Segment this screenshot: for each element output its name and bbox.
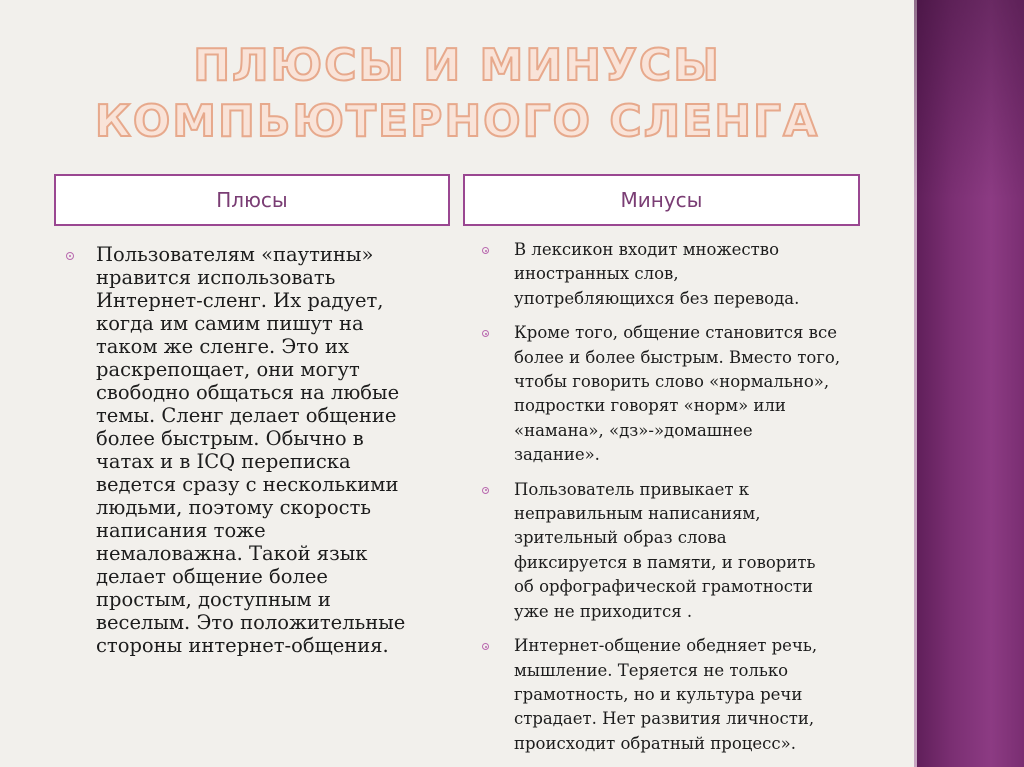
list-item-text-line: задание». xyxy=(514,445,600,465)
circle-bullet-icon xyxy=(66,252,74,260)
slide-title-line-1: ПЛЮСЫ И МИНУСЫ xyxy=(193,40,721,91)
circle-bullet-icon xyxy=(482,247,489,254)
list-item-text-line: стороны интернет-общения. xyxy=(96,634,389,657)
list-item-text-line: немаловажна. Такой язык xyxy=(96,542,368,565)
list-item-text-line: ведется сразу с несколькими xyxy=(96,473,399,496)
list-item-text-line: употребляющихся без перевода. xyxy=(514,288,800,308)
list-item-text-line: чатах и в ICQ переписка xyxy=(96,450,351,473)
list-item-text-line: нравится использовать xyxy=(96,266,336,289)
plus-column-header: Плюсы xyxy=(54,174,450,226)
list-item xyxy=(482,634,872,756)
list-item-text-line: грамотность, но и культура речи xyxy=(514,684,803,704)
list-item-text-line: фиксируется в памяти, и говорить xyxy=(514,552,816,572)
list-item-text-line: Интернет-общение обедняет речь, xyxy=(514,636,818,656)
list-item-text-line: веселым. Это положительные xyxy=(96,611,406,634)
list-item-text-line: Пользователям «паутины» xyxy=(96,243,374,266)
list-item-text-line: делает общение более xyxy=(96,565,328,588)
decorative-side-band xyxy=(914,0,1024,767)
list-item-text-line: простым, доступным и xyxy=(96,588,331,611)
list-item-text-line: таком же сленге. Это их xyxy=(96,335,350,358)
list-item-text-line: зрительный образ слова xyxy=(514,528,727,548)
list-item-text-line: людьми, поэтому скорость xyxy=(96,496,371,519)
circle-bullet-icon xyxy=(482,487,489,494)
list-item-text-line: подростки говорят «норм» или xyxy=(514,396,786,416)
list-item-text-line: написания тоже xyxy=(96,519,266,542)
list-item-text-line: свободно общаться на любые xyxy=(96,381,400,404)
list-item-text-line: мышление. Теряется не только xyxy=(514,660,789,680)
list-item-text-line: иностранных слов, xyxy=(514,264,679,284)
minus-list xyxy=(482,238,872,766)
list-item-text-line: более и более быстрым. Вместо того, xyxy=(514,347,841,367)
minus-column-header: Минусы xyxy=(463,174,860,226)
list-item xyxy=(482,321,872,467)
list-item-text-line: чтобы говорить слово «нормально», xyxy=(514,372,830,392)
list-item-text-line: об орфографической грамотности xyxy=(514,577,814,597)
plus-list xyxy=(66,243,446,657)
list-item xyxy=(482,238,872,311)
list-item-text-line: неправильным написаниям, xyxy=(514,504,761,524)
slide-title-line-2: КОМПЬЮТЕРНОГО СЛЕНГА xyxy=(94,96,820,147)
list-item-text-line: раскрепощает, они могут xyxy=(96,358,360,381)
list-item-text-line: более быстрым. Обычно в xyxy=(96,427,364,450)
list-item-text-line: Пользователь привыкает к xyxy=(514,479,750,499)
list-item xyxy=(66,243,446,657)
list-item-text-line: происходит обратный процесс». xyxy=(514,733,796,753)
list-item-text-line: темы. Сленг делает общение xyxy=(96,404,397,427)
list-item-text-line: Интернет-сленг. Их радует, xyxy=(96,289,384,312)
list-item-text-line: В лексикон входит множество xyxy=(514,240,780,259)
circle-bullet-icon xyxy=(482,330,489,337)
list-item-text-line: уже не приходится . xyxy=(514,601,693,621)
circle-bullet-icon xyxy=(482,643,489,650)
list-item-text-line: когда им самим пишут на xyxy=(96,312,364,335)
list-item-text-line: страдает. Нет развития личности, xyxy=(514,709,815,729)
list-item-text-line: Кроме того, общение становится все xyxy=(514,323,837,343)
list-item xyxy=(482,478,872,624)
list-item-text-line: «намана», «дз»-»домашнее xyxy=(514,420,753,440)
